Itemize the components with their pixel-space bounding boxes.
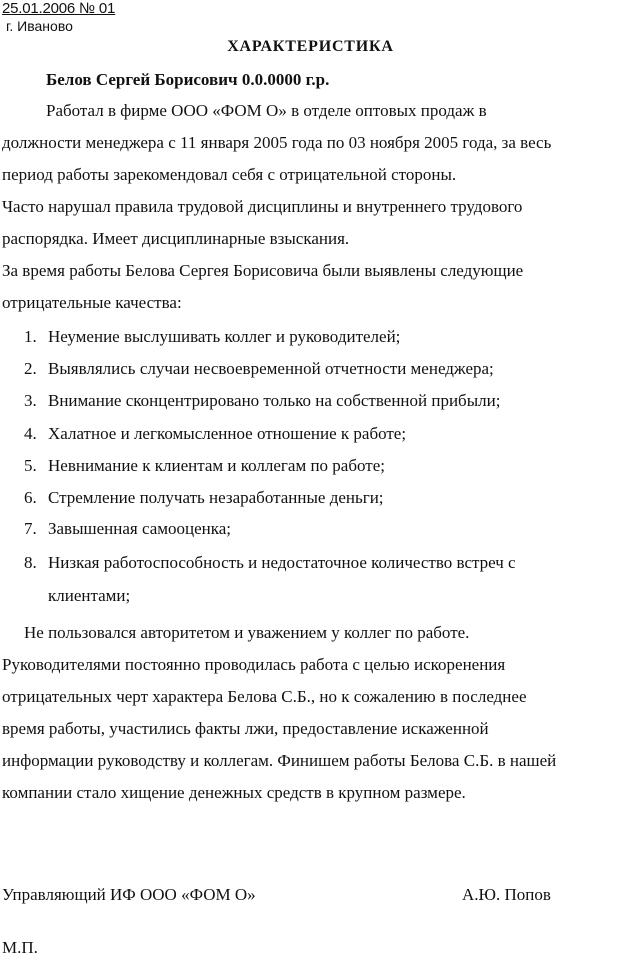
conclusion-line: компании стало хищение денежных средств в крупном размере. (2, 783, 466, 802)
intro-line: отрицательные качества: (2, 293, 182, 312)
conclusion-line: время работы, участились факты лжи, предоставление искаженной (2, 719, 489, 738)
conclusion-line: отрицательных черт характера Белова С.Б., но к сожалению в последнее (2, 687, 527, 706)
list-item-number: 8. (24, 553, 37, 572)
intro-line: Работал в фирме ООО «ФОМ О» в отделе оптовых продаж в (46, 101, 487, 120)
intro-line: За время работы Белова Сергея Борисовича были выявлены следующие (2, 261, 524, 280)
list-item: Низкая работоспособность и недостаточное количество встреч с (48, 553, 516, 572)
conclusion-line: информации руководству и коллегам. Финишем работы Белова С.Б. в нашей (2, 751, 557, 770)
intro-line: период работы зарекомендовал себя с отрицательной стороны. (2, 165, 457, 184)
list-item-number: 2. (24, 359, 37, 378)
list-item: Завышенная самооценка; (48, 519, 232, 538)
list-item: Неумение выслушивать коллег и руководителей; (48, 327, 401, 346)
intro-line: распорядка. Имеет дисциплинарные взыскания. (2, 229, 350, 248)
signatory-name: А.Ю. Попов (462, 885, 551, 904)
document-date-number: 25.01.2006 № 01 (2, 0, 116, 17)
list-item: Невнимание к клиентам и коллегам по работе; (48, 456, 385, 475)
signatory-position: Управляющий ИФ ООО «ФОМ О» (2, 885, 256, 904)
list-item-number: 5. (24, 456, 37, 475)
document-title: ХАРАКТЕРИСТИКА (227, 38, 394, 55)
list-item-continuation: клиентами; (48, 586, 131, 605)
employee-name-line: Белов Сергей Борисович 0.0.0000 г.р. (46, 70, 330, 89)
list-item-number: 4. (24, 424, 37, 443)
conclusion-line: Руководителями постоянно проводилась работа с целью искоренения (2, 655, 506, 674)
conclusion-line: Не пользовался авторитетом и уважением у коллег по работе. (24, 623, 470, 642)
list-item-number: 7. (24, 519, 37, 538)
list-item: Внимание сконцентрировано только на собственной прибыли; (48, 391, 501, 410)
document-city: г. Иваново (6, 18, 73, 34)
list-item-number: 3. (24, 391, 37, 410)
list-item: Стремление получать незаработанные деньги; (48, 488, 384, 507)
list-item: Халатное и легкомысленное отношение к работе; (48, 424, 407, 443)
list-item-number: 6. (24, 488, 37, 507)
stamp-placeholder: М.П. (2, 938, 38, 957)
list-item: Выявлялись случаи несвоевременной отчетности менеджера; (48, 359, 494, 378)
list-item-number: 1. (24, 327, 37, 346)
intro-line: должности менеджера с 11 января 2005 года по 03 ноября 2005 года, за весь (2, 133, 552, 152)
intro-line: Часто нарушал правила трудовой дисциплины и внутреннего трудового (2, 197, 523, 216)
